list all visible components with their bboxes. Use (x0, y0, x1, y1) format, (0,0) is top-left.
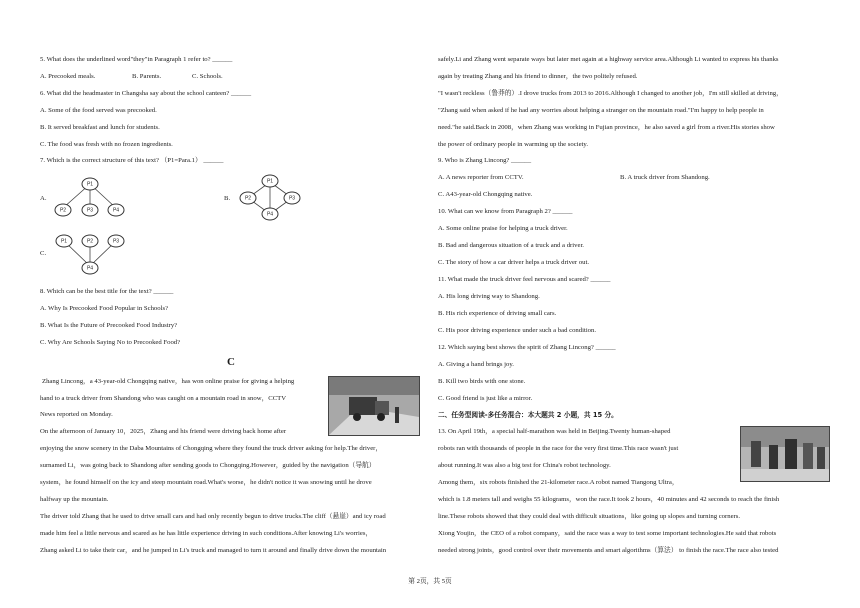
q12-option-c: C. Good friend is just like a mirror. (438, 395, 533, 402)
q6-option-a: A. Some of the food served was precooked. (40, 107, 157, 114)
q8-option-b: B. What Is the Future of Precooked Food Industry? (40, 322, 178, 329)
robot-marathon-photo (740, 426, 830, 482)
passage-line: hand to a truck driver from Shandong who was caught on a mountain road in snow，CCTV (40, 395, 287, 402)
passage-line: safely.Li and Zhang went separate ways but later met again at a highway service area.Although Li wanted to express his thanks (438, 56, 779, 63)
q11-option-a: A. His long driving way to Shandong. (438, 293, 540, 300)
structure-diagram-b (236, 172, 326, 222)
node-label: P2 (59, 207, 67, 214)
passage-line: need."he said.Back in 2008，when Zhang was working in Fujian province，he also saved a girl from a river.His stories show (438, 124, 775, 131)
node-label: P1 (266, 178, 274, 185)
q5-option-b: B. Parents. (132, 73, 162, 80)
q5-option-c: C. Schools. (192, 73, 223, 80)
q10-option-a: A. Some online praise for helping a truck driver. (438, 225, 568, 232)
q7-label-b: B. (224, 195, 231, 202)
q8-option-c: C. Why Are Schools Saying No to Precooked Food? (40, 339, 181, 346)
node-label: P2 (244, 195, 252, 202)
passage-line: News reported on Monday. (40, 411, 113, 418)
q11-option-c: C. His poor driving experience under such a bad condition. (438, 327, 597, 334)
question-9: 9. Who is Zhang Lincong? ______ (438, 157, 532, 164)
q9-option-c: C. A43-year-old Chongqing native. (438, 191, 533, 198)
page-footer: 第 2页，共 5页 (408, 578, 452, 585)
section-heading-2: 二、任务型阅读-多任务混合：本大题共 2 小题，共 15 分。 (438, 411, 618, 419)
passage-line: The driver told Zhang that he used to drive small cars and had only recently begun to drive trucks.The cliff（悬崖）and icy road (40, 513, 386, 520)
q7-label-c: C. (40, 250, 47, 257)
question-7: 7. Which is the correct structure of this text? （P1=Para.1） ______ (40, 157, 224, 164)
passage-line: surnamed Li，was going back to Shandong after sending goods to Chongqing.However，guided by the navigation（导航） (40, 462, 376, 469)
passage-line: made him feel a little nervous and scared as he has little experience driving in such conditions.After knowing Li's worries， (40, 530, 373, 537)
structure-diagram-a (48, 172, 138, 222)
structure-diagram-c (50, 230, 140, 278)
question-5: 5. What does the underlined word"they"in Paragraph 1 refer to? ______ (40, 56, 233, 63)
passage-line: about running.It was also a big test for China's robot technology. (438, 462, 611, 469)
passage-line: Xiong Youjin，the CEO of a robot company，said the race was a way to test some important technologies.He said that robots (438, 530, 777, 537)
node-label: P1 (60, 238, 68, 245)
passage-line: line.These robots showed that they could deal with difficult situations，like going up slopes and turning corners. (438, 513, 741, 520)
passage-line: system，he found himself on the icy and steep mountain road.What's worse，he didn't notice it was snowing until he drove (40, 479, 372, 486)
q7-label-a: A. (40, 195, 47, 202)
q8-option-a: A. Why Is Precooked Food Popular in Schools? (40, 305, 169, 312)
passage-line: 13. On April 19th，a special half-marathon was held in Beijing.Twenty human-shaped (438, 428, 671, 435)
passage-line: Zhang Lincong，a 43-year-old Chongqing native，has won online praise for giving a helping (42, 378, 295, 385)
passage-line: Among them，six robots finished the 21-kilometer race.A robot named Tiangong Ultra， (438, 479, 679, 486)
question-12: 12. Which saying best shows the spirit of Zhang Lincong? ______ (438, 344, 616, 351)
passage-line: robots ran with thousands of people in the race for the very first time.This race wasn't just (438, 445, 679, 452)
question-6: 6. What did the headmaster in Changsha say about the school canteen? ______ (40, 90, 252, 97)
q9-option-b: B. A truck driver from Shandong. (620, 174, 710, 181)
node-label: P4 (86, 265, 94, 272)
passage-line: the power of ordinary people in warming up the society. (438, 141, 588, 148)
node-label: P1 (86, 181, 94, 188)
node-label: P3 (288, 195, 296, 202)
section-heading-c: C (227, 356, 235, 368)
passage-line: enjoying the snow scenery in the Daba Mountains of Chongqing where they found the truck driver asking for help.The driver， (40, 445, 383, 452)
passage-line: "Zhang said when asked if he had any worries about helping a stranger on the mountain road."I'm happy to help people in (438, 107, 764, 114)
node-label: P4 (266, 211, 274, 218)
truck-snow-photo (328, 376, 420, 436)
node-label: P3 (112, 238, 120, 245)
node-label: P4 (112, 207, 120, 214)
q5-option-a: A. Precooked meals. (40, 73, 96, 80)
passage-line: "I wasn't reckless（鲁莽的）.I drove trucks from 2013 to 2016.Although I changed to another job，I'm still skilled at driving， (438, 90, 783, 97)
passage-line: which is 1.8 meters tall and weighs 55 kilograms，won the race.It took 2 hours，40 minutes and 42 seconds to reach the finish (438, 496, 780, 503)
q12-option-a: A. Giving a hand brings joy. (438, 361, 514, 368)
q9-option-a: A. A news reporter from CCTV. (438, 174, 524, 181)
question-8: 8. Which can be the best title for the text? ______ (40, 288, 174, 295)
q10-option-c: C. The story of how a car driver helps a truck driver out. (438, 259, 590, 266)
q12-option-b: B. Kill two birds with one stone. (438, 378, 526, 385)
q10-option-b: B. Bad and dangerous situation of a truck and a driver. (438, 242, 584, 249)
passage-line: needed strong joints，good control over their movements and smart algorithms（算法） to finish the race.The race also tested (438, 547, 779, 554)
q11-option-b: B. His rich experience of driving small cars. (438, 310, 557, 317)
q6-option-c: C. The food was fresh with no frozen ingredients. (40, 141, 173, 148)
q6-option-b: B. It served breakfast and lunch for students. (40, 124, 160, 131)
passage-line: On the afternoon of January 10，2025，Zhang and his friend were driving back home after (40, 428, 287, 435)
passage-line: again by treating Zhang and his friend to dinner，the two politely refused. (438, 73, 638, 80)
node-label: P2 (86, 238, 94, 245)
question-11: 11. What made the truck driver feel nervous and scared? ______ (438, 276, 611, 283)
node-label: P3 (86, 207, 94, 214)
passage-line: Zhang asked Li to take their car，and he jumped in Li's truck and managed to turn it around and finally drive down the mountain (40, 547, 387, 554)
passage-line: halfway up the mountain. (40, 496, 109, 503)
question-10: 10. What can we know from Paragraph 2? ______ (438, 208, 573, 215)
